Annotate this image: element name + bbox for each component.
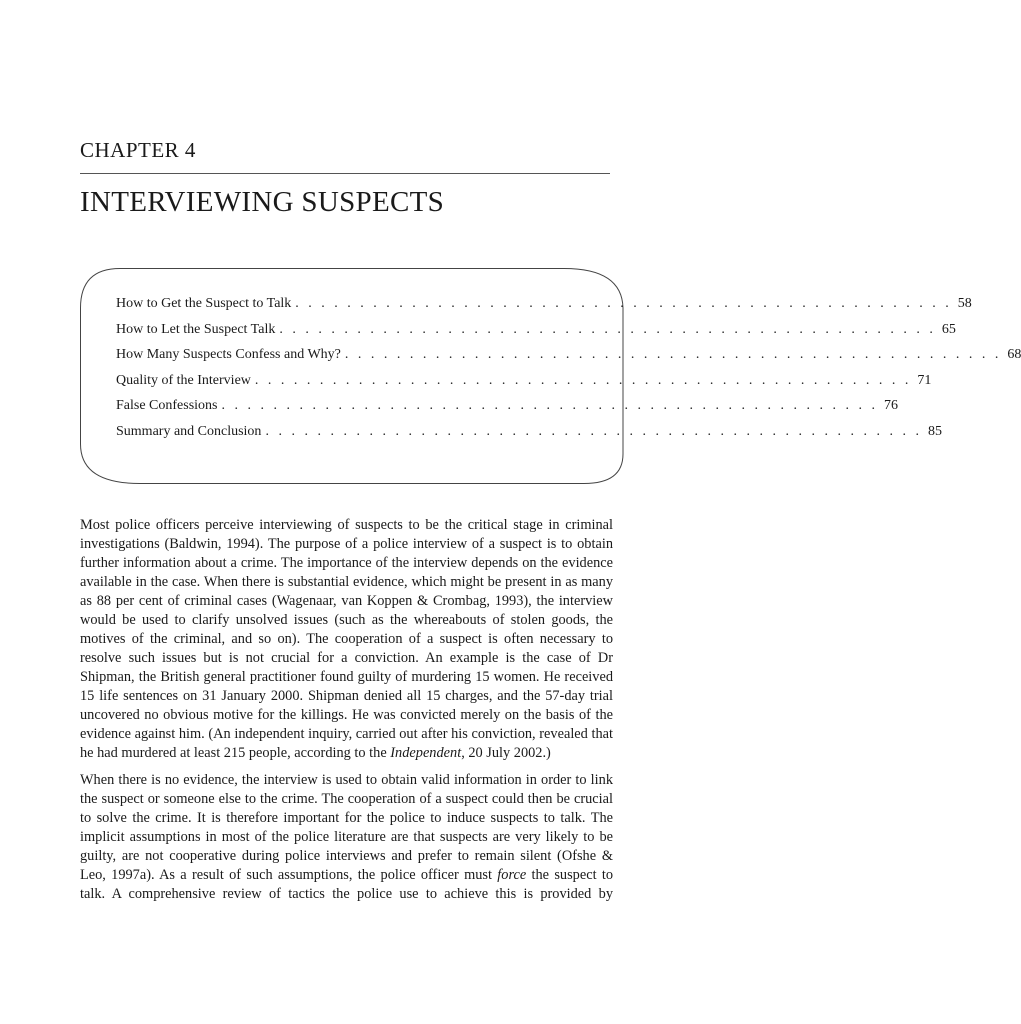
contents-entry-page: 85 bbox=[927, 423, 942, 439]
contents-entry-page: 68 bbox=[1007, 347, 1021, 362]
contents-leader-dots: . . . . . . . . . . . . . . . . . . . . . . . . . . . . . . . . . . . . . . . . . . . . . . . . . . . bbox=[344, 347, 1002, 362]
contents-entry-page: 58 bbox=[957, 296, 972, 311]
contents-entry-title: Summary and Conclusion bbox=[116, 423, 262, 439]
chapter-divider bbox=[80, 173, 610, 174]
contents-entry-title: How to Get the Suspect to Talk bbox=[116, 296, 292, 311]
body-text bbox=[80, 516, 613, 912]
contents-entry-title: False Confessions bbox=[116, 398, 218, 413]
chapter-title: INTERVIEWING SUSPECTS bbox=[80, 186, 445, 218]
contents-entry-title: How Many Suspects Confess and Why? bbox=[116, 347, 341, 362]
italic-publication-name: Independent bbox=[390, 745, 462, 761]
contents-entry[interactable] bbox=[116, 321, 956, 348]
body-paragraph bbox=[80, 516, 613, 763]
contents-entry-page: 71 bbox=[917, 372, 932, 388]
contents-entry-title: Quality of the Interview bbox=[116, 372, 251, 388]
body-paragraph bbox=[80, 771, 613, 904]
paragraph-text: When there is no evidence, the interview is used to obtain valid information in order to link the suspect or someone else to the crime. The cooperation of a suspect could then be crucial to solve the crime. It is therefore important for the police to induce suspects to talk. The implicit assumptions in most of the police literature are that suspects are very likely to be guilty, are not cooperative during police interviews and prefer to remain silent (Ofshe & Leo, 1997a). As a result of such assumptions, the police officer must bbox=[80, 772, 613, 883]
contents-leader-dots: . . . . . . . . . . . . . . . . . . . . . . . . . . . . . . . . . . . . . . . . . . . . . . . . . . . bbox=[295, 296, 952, 311]
contents-entry[interactable] bbox=[116, 398, 898, 424]
paragraph-text: Most police officers perceive interviewing of suspects to be the critical stage in criminal investigations (Baldwin, 1994). The purpose of a police interview of a suspect is to obtain further information about a crime. The importance of the interview depends on the evidence available in the case. When there is substantial evidence, which might be present in as many as 88 per cent of criminal cases (Wagenaar, van Koppen & Crombag, 1993), the interview would be used to clarify unsolved issues (such as the whereabouts of stolen goods, the motives of the criminal, and so on). The cooperation of a suspect is often necessary to resolve such issues but is not crucial for a conviction. An example is the case of Dr Shipman, the British general practitioner found guilty of murdering 15 women. He received 15 life sentences on 31 January 2000. Shipman denied all 15 charges, and the 57-day trial uncovered no obvious motive for the killings. He was convicted merely on the basis of the evidence against him. (An independent inquiry, carried out after his conviction, revealed that he had murdered at least 215 people, according to the bbox=[80, 517, 613, 761]
italic-emphasis: force bbox=[497, 867, 527, 883]
contents-entry-page: 65 bbox=[941, 321, 956, 337]
contents-leader-dots: . . . . . . . . . . . . . . . . . . . . . . . . . . . . . . . . . . . . . . . . . . . . . . . . . . . bbox=[265, 423, 922, 439]
contents-entry[interactable] bbox=[116, 372, 932, 399]
contents-list bbox=[116, 296, 1021, 449]
chapter-contents-box bbox=[80, 268, 1021, 484]
contents-entry[interactable] bbox=[116, 423, 942, 450]
contents-entry[interactable] bbox=[116, 347, 1021, 373]
chapter-label: CHAPTER 4 bbox=[80, 138, 196, 162]
paragraph-text-end: , 20 July 2002.) bbox=[461, 745, 551, 761]
contents-leader-dots: . . . . . . . . . . . . . . . . . . . . . . . . . . . . . . . . . . . . . . . . . . . . . . . . . . . bbox=[254, 372, 912, 388]
contents-leader-dots: . . . . . . . . . . . . . . . . . . . . . . . . . . . . . . . . . . . . . . . . . . . . . . . . . . . bbox=[221, 398, 878, 413]
contents-leader-dots: . . . . . . . . . . . . . . . . . . . . . . . . . . . . . . . . . . . . . . . . . . . . . . . . . . . bbox=[279, 321, 936, 337]
paragraph-text-end: the suspect to talk. A comprehensive review of tactics the police use to achieve this is provided by bbox=[80, 867, 613, 902]
contents-entry-page: 76 bbox=[884, 398, 898, 413]
contents-entry-title: How to Let the Suspect Talk bbox=[116, 321, 276, 337]
contents-entry[interactable] bbox=[116, 296, 972, 322]
